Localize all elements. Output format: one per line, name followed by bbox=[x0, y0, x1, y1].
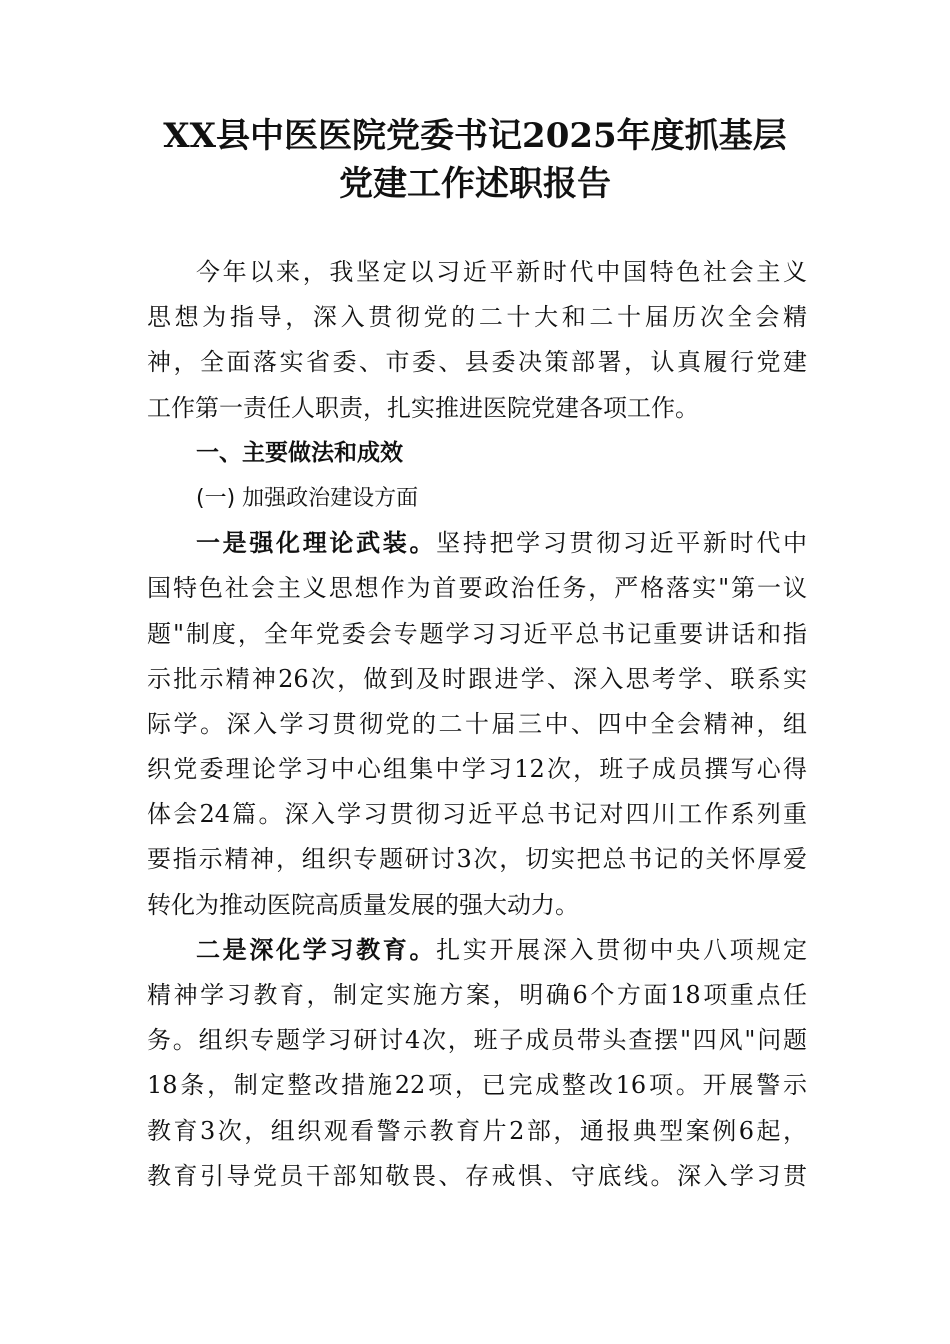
paragraph-text: 扎实开展深入贯彻中央八项规定 bbox=[436, 935, 808, 964]
paragraph-line: 际学。深入学习贯彻党的二十届三中、四中全会精神，组 bbox=[147, 709, 807, 738]
paragraph-theory bbox=[147, 521, 807, 928]
title-line-2: 党建工作述职报告 bbox=[339, 164, 611, 204]
intro-line: 工作第一责任人职责，扎实推进医院党建各项工作。 bbox=[147, 393, 699, 422]
intro-line: 今年以来，我坚定以习近平新时代中国特色社会主义 bbox=[196, 258, 807, 286]
paragraph-line: 国特色社会主义思想作为首要政治任务，严格落实"第一议 bbox=[147, 574, 807, 603]
paragraph-line: 教育3次，组织观看警示教育片2部，通报典型案例6起， bbox=[147, 1116, 807, 1145]
document-body bbox=[147, 250, 807, 1199]
paragraph-text: 坚持把学习贯彻习近平新时代中 bbox=[436, 529, 808, 558]
title-line-1: XX县中医医院党委书记2025年度抓基层 bbox=[163, 116, 787, 156]
paragraph-education bbox=[147, 928, 807, 1199]
document-title bbox=[100, 112, 850, 208]
paragraph-line: 18条，制定整改措施22项，已完成整改16项。开展警示 bbox=[147, 1071, 807, 1100]
section-heading: 一、主要做法和成效 bbox=[196, 439, 403, 466]
paragraph-line: 示批示精神26次，做到及时跟进学、深入思考学、联系实 bbox=[147, 664, 807, 693]
paragraph-first-line bbox=[147, 521, 807, 566]
paragraph-line: 体会24篇。深入学习贯彻习近平总书记对四川工作系列重 bbox=[147, 800, 807, 829]
paragraph-line: 题"制度，全年党委会专题学习习近平总书记重要讲话和指 bbox=[147, 619, 807, 648]
paragraph-lead: 一是强化理论武装。 bbox=[196, 529, 437, 558]
paragraph-line: 转化为推动医院高质量发展的强大动力。 bbox=[147, 890, 579, 919]
paragraph-line: 精神学习教育，制定实施方案，明确6个方面18项重点任 bbox=[147, 981, 807, 1009]
paragraph-line: 教育引导党员干部知敬畏、存戒惧、守底线。深入学习贯 bbox=[147, 1161, 807, 1190]
intro-line: 思想为指导，深入贯彻党的二十大和二十届历次全会精 bbox=[147, 303, 807, 332]
intro-paragraph bbox=[147, 250, 807, 431]
paragraph-line: 织党委理论学习中心组集中学习12次，班子成员撰写心得 bbox=[147, 755, 807, 784]
subsection-heading: (一) 加强政治建设方面 bbox=[196, 485, 419, 511]
paragraph-lead: 二是深化学习教育。 bbox=[196, 935, 437, 964]
paragraph-line: 务。组织专题学习研讨4次，班子成员带头查摆"四风"问题 bbox=[147, 1026, 807, 1055]
paragraph-first-line bbox=[147, 928, 807, 973]
paragraph-line: 要指示精神，组织专题研讨3次，切实把总书记的关怀厚爱 bbox=[147, 845, 807, 874]
intro-line: 神，全面落实省委、市委、县委决策部署，认真履行党建 bbox=[147, 348, 807, 377]
